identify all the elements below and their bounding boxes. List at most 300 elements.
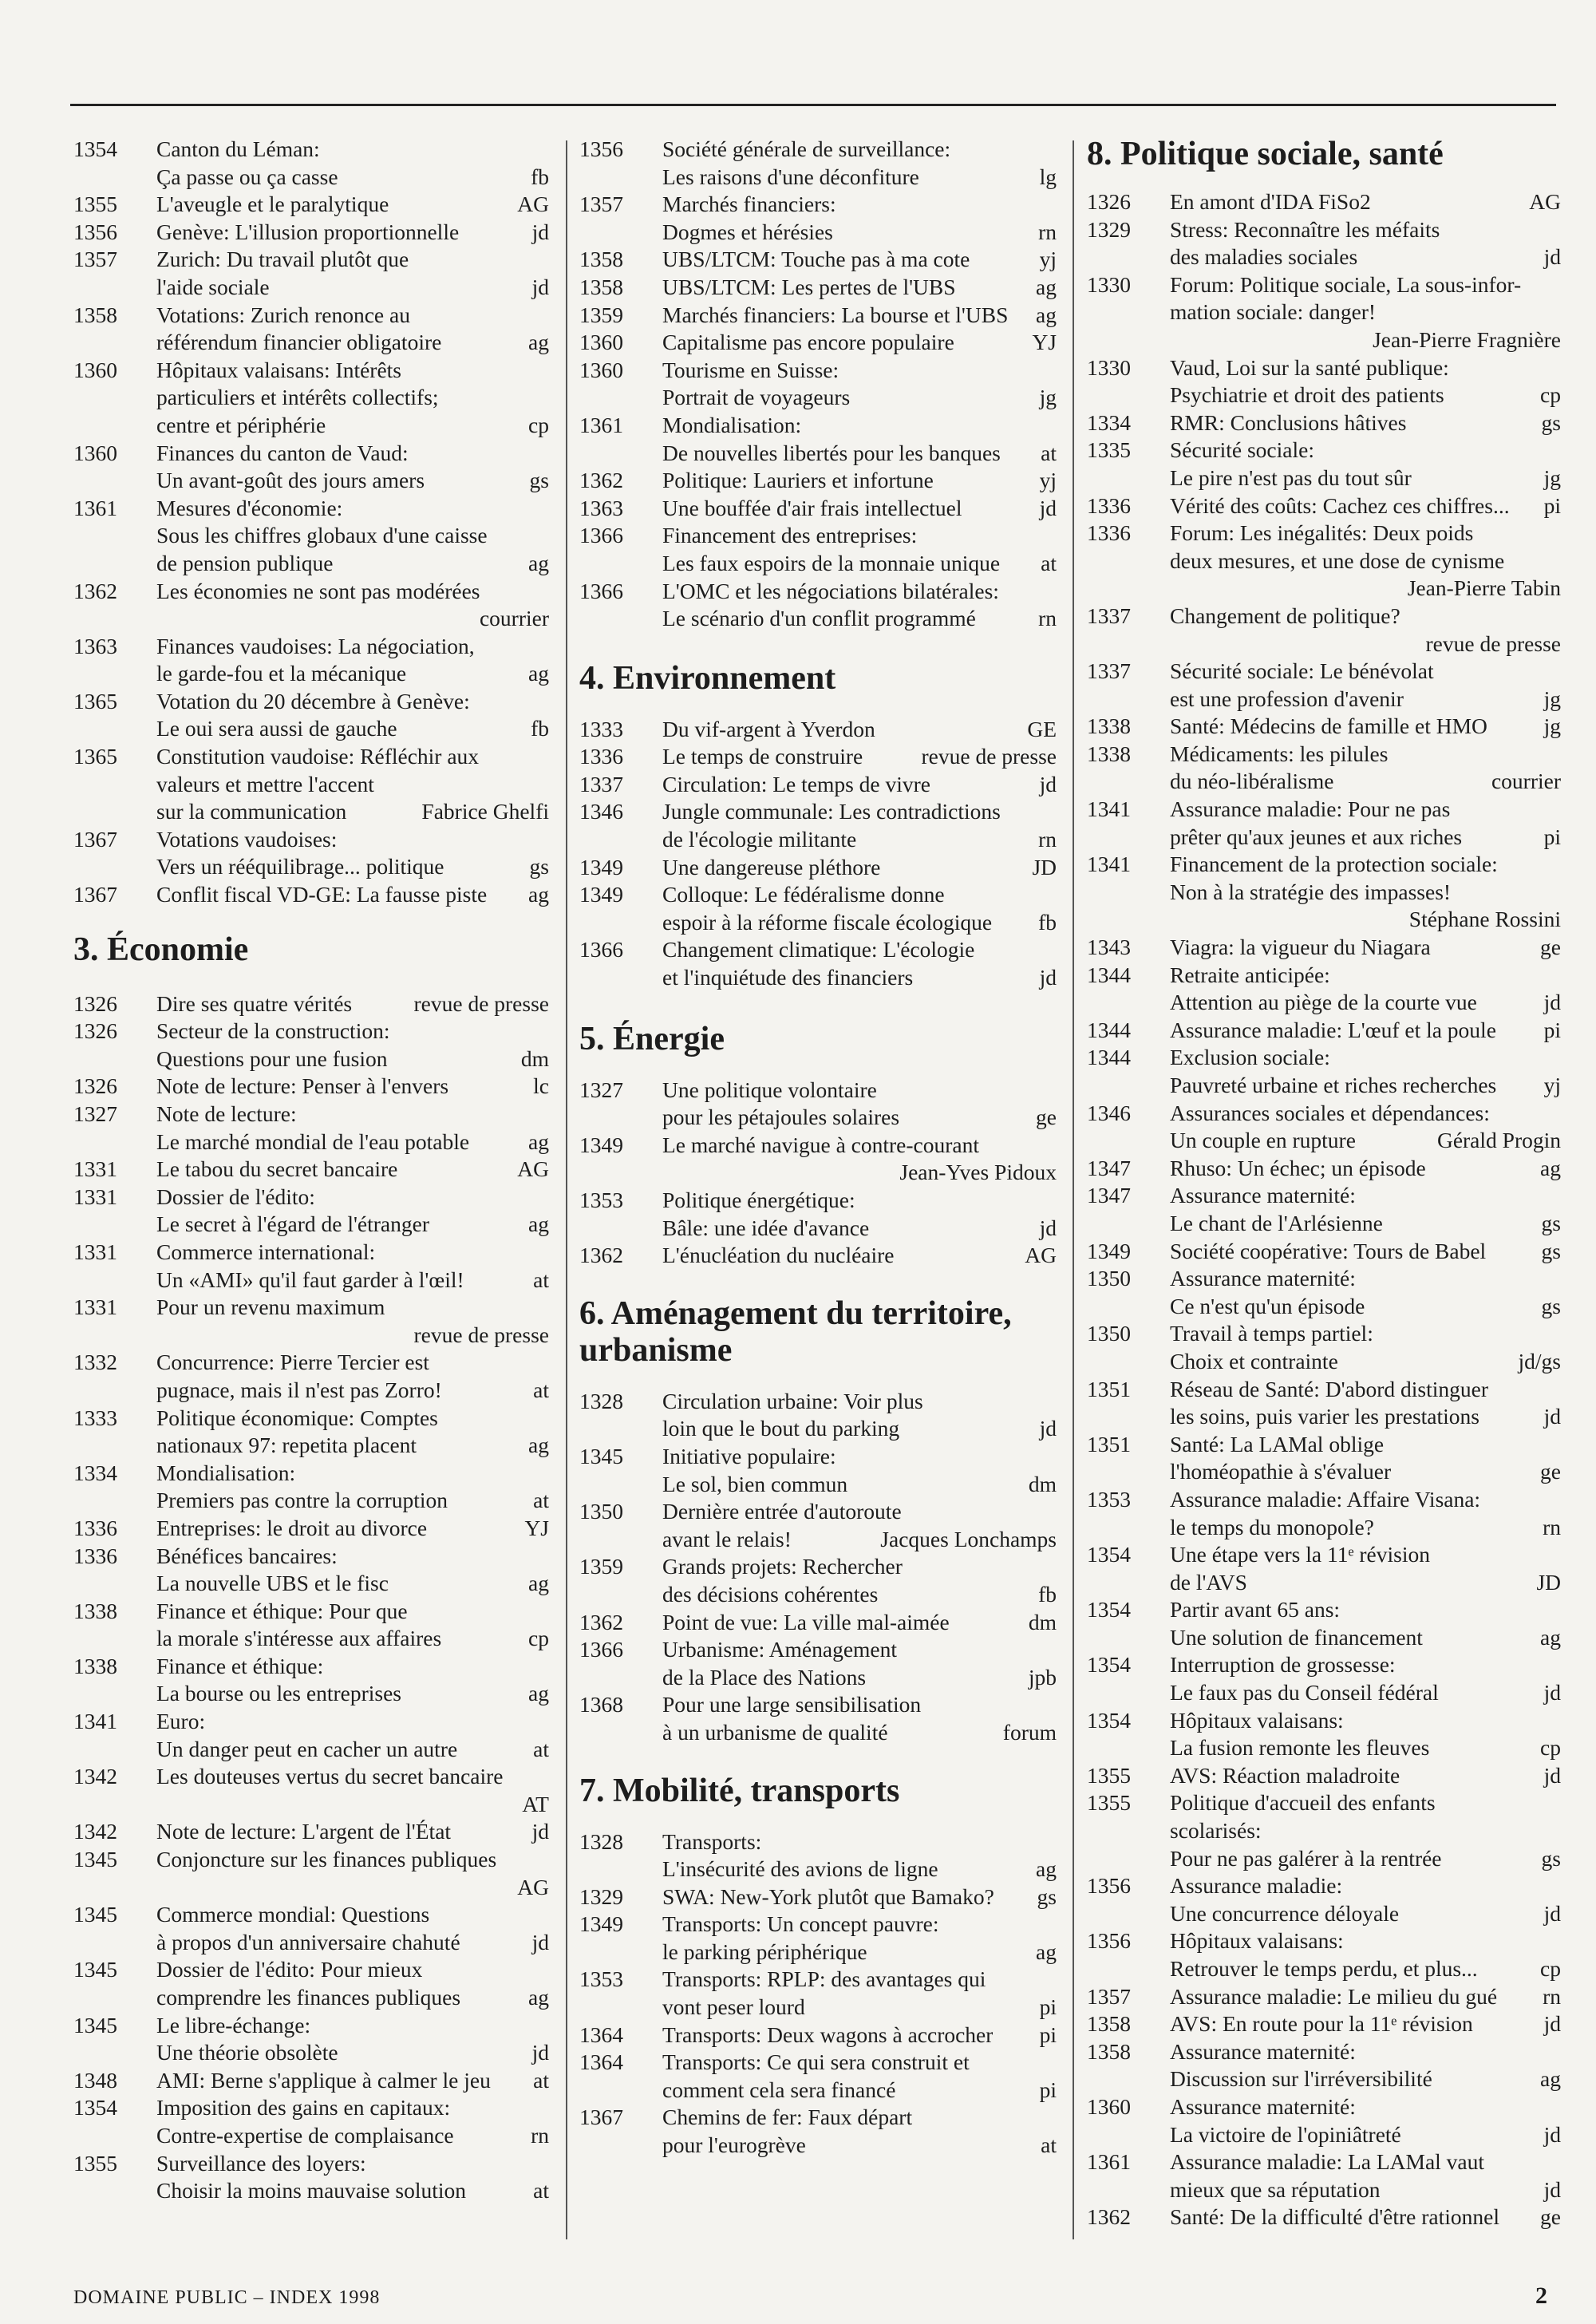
entry-line bbox=[1170, 1514, 1561, 1542]
issue-number: 1351 bbox=[1087, 1431, 1131, 1456]
entry-line bbox=[1170, 1238, 1561, 1266]
entry-line bbox=[1170, 1210, 1561, 1238]
author-initials: at bbox=[533, 1488, 549, 1513]
article-title: Financement des entreprises: bbox=[662, 523, 918, 548]
entry-line bbox=[156, 2067, 549, 2095]
entry-body bbox=[156, 1184, 549, 1239]
entry-line bbox=[1170, 1762, 1561, 1790]
entry-body bbox=[662, 1498, 1057, 1553]
article-title: Le scénario d'un conflit programmé bbox=[662, 606, 976, 631]
article-title: Jungle communale: Les contradictions bbox=[662, 799, 1001, 824]
entry-line bbox=[662, 2022, 1057, 2049]
entry-line bbox=[156, 1736, 549, 1764]
entry-line bbox=[662, 771, 1057, 799]
section-heading: 3. Économie bbox=[73, 931, 249, 968]
article-title: de l'écologie militante bbox=[662, 827, 857, 852]
entry-line bbox=[1170, 1541, 1561, 1569]
article-title: comment cela sera financé bbox=[662, 2077, 896, 2102]
index-entry bbox=[73, 1653, 549, 1708]
article-title: Le temps de construire bbox=[662, 744, 863, 769]
entry-line bbox=[156, 522, 549, 550]
article-title: Pour ne pas galérer à la rentrée bbox=[1170, 1845, 1442, 1871]
entry-body bbox=[156, 1543, 549, 1598]
entry-body bbox=[662, 1883, 1057, 1911]
issue-number: 1342 bbox=[73, 1764, 117, 1789]
issue-number: 1336 bbox=[73, 1515, 117, 1540]
entry-line bbox=[156, 1184, 549, 1211]
article-title: Les faux espoirs de la monnaie unique bbox=[662, 550, 1001, 575]
index-entry bbox=[73, 1901, 549, 1956]
issue-number: 1338 bbox=[1087, 741, 1131, 766]
article-title: Politique énergétique: bbox=[662, 1188, 855, 1212]
issue-number: 1365 bbox=[73, 688, 117, 713]
article-title: mieux que sa réputation bbox=[1170, 2176, 1381, 2202]
footer-title: DOMAINE PUBLIC – INDEX 1998 bbox=[73, 2287, 381, 2308]
author-initials: Jacques Lonchamps bbox=[880, 1526, 1057, 1551]
article-title: Politique économique: Comptes bbox=[156, 1405, 438, 1430]
issue-number: 1356 bbox=[1087, 1928, 1131, 1954]
entry-body bbox=[1170, 1376, 1561, 1431]
index-entry bbox=[1087, 658, 1561, 713]
issue-number: 1346 bbox=[579, 799, 623, 824]
index-entry bbox=[73, 578, 549, 633]
author-initials: ag bbox=[1540, 1624, 1561, 1650]
entry-line bbox=[662, 1159, 1057, 1187]
entry-body bbox=[156, 1073, 549, 1101]
index-entry bbox=[579, 1691, 1057, 1746]
entry-body bbox=[156, 1708, 549, 1763]
index-entry bbox=[579, 716, 1057, 744]
entry-line bbox=[156, 1846, 549, 1874]
entry-body bbox=[1170, 1789, 1561, 1872]
issue-number: 1346 bbox=[1087, 1100, 1131, 1125]
article-title: Euro: bbox=[156, 1709, 206, 1734]
article-title: Portrait de voyageurs bbox=[662, 385, 851, 410]
author-initials: gs bbox=[1541, 1845, 1561, 1871]
entry-body bbox=[1170, 1100, 1561, 1155]
index-entry bbox=[579, 1553, 1057, 1608]
author-initials: revue de presse bbox=[921, 744, 1057, 769]
entry-line bbox=[1170, 1983, 1561, 2011]
entry-line bbox=[1170, 851, 1561, 879]
entry-line bbox=[156, 1128, 549, 1156]
article-title: Bâle: une idée d'avance bbox=[662, 1215, 870, 1240]
article-title: Assurance maladie: bbox=[1170, 1873, 1343, 1899]
entry-line bbox=[662, 1719, 1057, 1747]
entry-body bbox=[156, 1349, 549, 1404]
entry-line bbox=[662, 2077, 1057, 2105]
entry-body bbox=[156, 191, 549, 219]
index-entry bbox=[1087, 962, 1561, 1017]
article-title: à propos d'un anniversaire chahuté bbox=[156, 1929, 460, 1954]
index-entry bbox=[73, 2067, 549, 2095]
author-initials: ag bbox=[528, 1681, 549, 1706]
author-initials: ag bbox=[1540, 1155, 1561, 1180]
index-entry bbox=[73, 1156, 549, 1184]
issue-number: 1337 bbox=[1087, 603, 1131, 628]
entry-line bbox=[662, 1215, 1057, 1243]
author-initials: dm bbox=[1028, 1609, 1057, 1634]
index-entry bbox=[73, 1818, 549, 1846]
entry-body bbox=[156, 1405, 549, 1460]
index-entry bbox=[73, 2012, 549, 2067]
entry-body bbox=[1170, 962, 1561, 1017]
article-title: sur la communication bbox=[156, 799, 347, 824]
article-title: Dossier de l'édito: bbox=[156, 1184, 315, 1209]
index-column-2 bbox=[579, 136, 1057, 2160]
entry-line bbox=[1170, 934, 1561, 962]
issue-number: 1367 bbox=[73, 826, 117, 852]
article-title: Le oui sera aussi de gauche bbox=[156, 716, 397, 741]
issue-number: 1366 bbox=[579, 578, 623, 603]
issue-number: 1349 bbox=[579, 1132, 623, 1157]
entry-line bbox=[662, 1498, 1057, 1526]
article-title: Finances vaudoises: La négociation, bbox=[156, 633, 475, 658]
article-title: Votations vaudoises: bbox=[156, 826, 338, 852]
index-entry bbox=[579, 881, 1057, 936]
author-initials: jd bbox=[531, 1929, 549, 1954]
entry-line bbox=[662, 1883, 1057, 1911]
entry-line bbox=[156, 2150, 549, 2178]
index-entry bbox=[1087, 354, 1561, 409]
entry-body bbox=[156, 1101, 549, 1156]
index-entry bbox=[1087, 2148, 1561, 2203]
article-title: Urbanisme: Aménagement bbox=[662, 1637, 898, 1662]
entry-line bbox=[662, 1636, 1057, 1664]
index-entry bbox=[1087, 216, 1561, 271]
entry-line bbox=[156, 302, 549, 330]
article-title: pour les pétajoules solaires bbox=[662, 1105, 900, 1130]
article-title: Finance et éthique: bbox=[156, 1653, 324, 1678]
author-initials: yj bbox=[1039, 468, 1057, 493]
article-title: Pour une large sensibilisation bbox=[662, 1692, 922, 1717]
article-title: Entreprises: le droit au divorce bbox=[156, 1515, 428, 1540]
entry-body bbox=[1170, 2203, 1561, 2231]
entry-line bbox=[156, 329, 549, 357]
author-initials: Jean-Yves Pidoux bbox=[899, 1160, 1057, 1185]
author-initials: revue de presse bbox=[413, 990, 549, 1016]
entry-body bbox=[662, 743, 1057, 771]
author-initials: jpb bbox=[1028, 1664, 1057, 1690]
entry-line bbox=[1170, 2010, 1561, 2038]
article-title: Travail à temps partiel: bbox=[1170, 1321, 1373, 1346]
entry-line bbox=[1170, 1072, 1561, 1100]
issue-number: 1331 bbox=[73, 1156, 117, 1182]
entry-body bbox=[662, 1553, 1057, 1608]
entry-line bbox=[156, 412, 549, 440]
index-entry bbox=[579, 1187, 1057, 1242]
author-initials: AG bbox=[517, 192, 549, 217]
author-initials: jd bbox=[1543, 1680, 1561, 1705]
entry-body bbox=[1170, 188, 1561, 216]
entry-line bbox=[156, 1515, 549, 1543]
entry-line bbox=[156, 1901, 549, 1929]
entry-line bbox=[1170, 1734, 1561, 1762]
author-initials: jd bbox=[1039, 965, 1057, 990]
author-initials: cp bbox=[528, 412, 549, 437]
entry-body bbox=[662, 716, 1057, 744]
article-title: Médicaments: les pilules bbox=[1170, 741, 1389, 766]
index-entry bbox=[1087, 492, 1561, 520]
entry-body bbox=[662, 467, 1057, 495]
issue-number: 1354 bbox=[1087, 1597, 1131, 1622]
article-title: Note de lecture: bbox=[156, 1101, 297, 1126]
issue-number: 1362 bbox=[579, 1243, 623, 1268]
author-initials: courrier bbox=[479, 606, 549, 631]
entry-line bbox=[662, 164, 1057, 192]
issue-number: 1330 bbox=[1087, 354, 1131, 380]
entry-body bbox=[662, 1911, 1057, 1966]
index-entry bbox=[73, 1018, 549, 1073]
entry-body bbox=[1170, 658, 1561, 713]
article-title: Assurance maladie: Pour ne pas bbox=[1170, 796, 1451, 822]
index-entry bbox=[73, 1515, 549, 1543]
entry-line bbox=[1170, 989, 1561, 1017]
section-heading: 7. Mobilité, transports bbox=[579, 1772, 900, 1809]
issue-number: 1365 bbox=[73, 744, 117, 769]
entry-line bbox=[662, 467, 1057, 495]
issue-number: 1336 bbox=[73, 1543, 117, 1568]
issue-number: 1366 bbox=[579, 523, 623, 548]
entry-line bbox=[662, 246, 1057, 274]
article-title: le garde-fou et la mécanique bbox=[156, 661, 407, 686]
issue-number: 1347 bbox=[1087, 1155, 1131, 1180]
index-entry bbox=[73, 1846, 549, 1901]
entry-line bbox=[662, 1415, 1057, 1443]
author-initials: jd bbox=[1543, 2121, 1561, 2147]
index-entry bbox=[1087, 520, 1561, 603]
author-initials: ag bbox=[528, 550, 549, 575]
article-title: Réseau de Santé: D'abord distinguer bbox=[1170, 1376, 1489, 1401]
entry-line bbox=[1170, 1376, 1561, 1404]
entry-line bbox=[156, 1267, 549, 1294]
entry-body bbox=[662, 1636, 1057, 1691]
entry-line bbox=[662, 1388, 1057, 1416]
entry-line bbox=[1170, 1651, 1561, 1679]
issue-number: 1344 bbox=[1087, 1017, 1131, 1042]
article-title: Transports: RPLP: des avantages qui bbox=[662, 1966, 986, 1992]
entry-body bbox=[1170, 1596, 1561, 1651]
entry-body bbox=[662, 2104, 1057, 2159]
article-title: la morale s'intéresse aux affaires bbox=[156, 1626, 442, 1651]
article-title: Un couple en rupture bbox=[1170, 1128, 1356, 1153]
entry-line bbox=[156, 1156, 549, 1184]
issue-number: 1336 bbox=[579, 744, 623, 769]
index-entry bbox=[1087, 2203, 1561, 2231]
author-initials: at bbox=[533, 1267, 549, 1292]
entry-body bbox=[1170, 851, 1561, 934]
issue-number: 1367 bbox=[73, 882, 117, 907]
issue-number: 1354 bbox=[73, 2095, 117, 2120]
article-title: Note de lecture: L'argent de l'État bbox=[156, 1819, 452, 1844]
entry-line bbox=[156, 1432, 549, 1460]
entry-line bbox=[1170, 906, 1561, 934]
article-title: Une dangereuse pléthore bbox=[662, 854, 881, 879]
issue-number: 1338 bbox=[73, 1598, 117, 1623]
section-heading: 6. Aménagement du territoire, urbanisme bbox=[579, 1294, 1012, 1369]
article-title: Genève: L'illusion proportionnelle bbox=[156, 219, 460, 244]
entry-body bbox=[156, 1956, 549, 2011]
index-entry bbox=[73, 1073, 549, 1101]
entry-body bbox=[156, 990, 549, 1018]
author-initials: at bbox=[1041, 550, 1057, 575]
index-entry bbox=[73, 826, 549, 881]
issue-number: 1337 bbox=[1087, 658, 1131, 684]
article-title: L'insécurité des avions de ligne bbox=[662, 1856, 938, 1882]
entry-line bbox=[662, 936, 1057, 964]
author-initials: ag bbox=[1540, 2066, 1561, 2092]
article-title: Un «AMI» qu'il faut garder à l'œil! bbox=[156, 1267, 464, 1292]
article-title: valeurs et mettre l'accent bbox=[156, 771, 374, 796]
index-entry bbox=[73, 633, 549, 688]
index-entry bbox=[73, 246, 549, 301]
issue-number: 1337 bbox=[579, 771, 623, 796]
entry-line bbox=[156, 1653, 549, 1681]
issue-number: 1353 bbox=[1087, 1486, 1131, 1512]
author-initials: ag bbox=[528, 882, 549, 907]
author-initials: ag bbox=[528, 1433, 549, 1458]
entry-line bbox=[662, 495, 1057, 523]
index-entry bbox=[73, 2150, 549, 2205]
issue-number: 1357 bbox=[1087, 1983, 1131, 2009]
entry-line bbox=[1170, 1679, 1561, 1707]
entry-line bbox=[156, 1984, 549, 2012]
entry-line bbox=[1170, 1927, 1561, 1955]
article-title: particuliers et intérêts collectifs; bbox=[156, 385, 439, 410]
issue-number: 1361 bbox=[73, 495, 117, 520]
author-initials: jd bbox=[1039, 771, 1057, 796]
index-entry bbox=[579, 246, 1057, 274]
author-initials: jd bbox=[1543, 244, 1561, 270]
index-entry bbox=[73, 1543, 549, 1598]
article-title: et l'inquiétude des financiers bbox=[662, 965, 914, 990]
entry-body bbox=[1170, 1927, 1561, 1982]
issue-number: 1349 bbox=[579, 854, 623, 879]
index-entry bbox=[73, 688, 549, 743]
entry-line bbox=[662, 550, 1057, 578]
issue-number: 1354 bbox=[1087, 1542, 1131, 1567]
entry-body bbox=[662, 302, 1057, 330]
author-initials: AT bbox=[522, 1791, 549, 1816]
entry-line bbox=[156, 440, 549, 468]
entry-body bbox=[1170, 603, 1561, 658]
entry-body bbox=[156, 1653, 549, 1708]
article-title: Changement climatique: L'écologie bbox=[662, 937, 975, 962]
issue-number: 1338 bbox=[73, 1653, 117, 1678]
author-initials: lc bbox=[533, 1073, 549, 1099]
entry-line bbox=[1170, 2038, 1561, 2066]
author-initials: fb bbox=[1038, 909, 1057, 935]
issue-number: 1362 bbox=[73, 578, 117, 603]
entry-body bbox=[662, 936, 1057, 991]
entry-line bbox=[1170, 1155, 1561, 1183]
entry-line bbox=[1170, 879, 1561, 907]
article-title: Interruption de grossesse: bbox=[1170, 1652, 1396, 1678]
entry-line bbox=[662, 1609, 1057, 1637]
index-entry bbox=[1087, 437, 1561, 492]
index-entry bbox=[73, 1956, 549, 2011]
entry-body bbox=[1170, 2093, 1561, 2148]
issue-number: 1356 bbox=[1087, 1873, 1131, 1899]
author-initials: jg bbox=[1543, 464, 1561, 490]
article-title: scolarisés: bbox=[1170, 1818, 1262, 1844]
entry-body bbox=[662, 1966, 1057, 2021]
index-entry bbox=[73, 990, 549, 1018]
index-entry bbox=[579, 798, 1057, 853]
author-initials: ag bbox=[1036, 302, 1057, 327]
index-entry bbox=[579, 191, 1057, 246]
author-initials: Stéphane Rossini bbox=[1408, 907, 1561, 932]
author-initials: ag bbox=[1036, 1856, 1057, 1882]
issue-number: 1327 bbox=[73, 1101, 117, 1126]
author-initials: pi bbox=[1039, 2022, 1057, 2047]
entry-line bbox=[156, 1045, 549, 1073]
entry-line bbox=[156, 2177, 549, 2205]
entry-line bbox=[662, 191, 1057, 219]
author-initials: rn bbox=[1038, 827, 1057, 852]
entry-line bbox=[662, 1691, 1057, 1719]
entry-line bbox=[1170, 1955, 1561, 1983]
entry-line bbox=[156, 881, 549, 909]
entry-line bbox=[662, 909, 1057, 937]
author-initials: ag bbox=[1036, 1939, 1057, 1964]
article-title: pugnace, mais il n'est pas Zorro! bbox=[156, 1377, 442, 1402]
article-title: L'OMC et les négociations bilatérales: bbox=[662, 578, 999, 603]
author-initials: Fabrice Ghelfi bbox=[421, 799, 549, 824]
entry-line bbox=[1170, 1458, 1561, 1486]
index-entry bbox=[579, 1883, 1057, 1911]
entry-line bbox=[156, 633, 549, 661]
entry-body bbox=[662, 522, 1057, 577]
article-title: mation sociale: danger! bbox=[1170, 299, 1377, 325]
entry-line bbox=[1170, 2203, 1561, 2231]
issue-number: 1349 bbox=[1087, 1238, 1131, 1263]
entry-body bbox=[662, 1443, 1057, 1498]
entry-body bbox=[1170, 2038, 1561, 2093]
entry-line bbox=[1170, 1845, 1561, 1873]
article-title: La nouvelle UBS et le fisc bbox=[156, 1571, 389, 1596]
entry-line bbox=[156, 2039, 549, 2067]
entry-body bbox=[662, 578, 1057, 633]
entry-line bbox=[156, 1708, 549, 1736]
entry-line bbox=[156, 1211, 549, 1239]
entry-line bbox=[662, 522, 1057, 550]
article-title: Finance et éthique: Pour que bbox=[156, 1598, 408, 1623]
article-title: Le faux pas du Conseil fédéral bbox=[1170, 1680, 1439, 1705]
entry-line bbox=[1170, 796, 1561, 824]
entry-line bbox=[1170, 1100, 1561, 1128]
entry-line bbox=[1170, 962, 1561, 990]
entry-line bbox=[1170, 658, 1561, 686]
article-title: Circulation: Le temps de vivre bbox=[662, 771, 931, 796]
top-rule bbox=[70, 104, 1556, 106]
article-title: Le marché navigue à contre-courant bbox=[662, 1132, 980, 1157]
entry-line bbox=[1170, 2148, 1561, 2176]
issue-number: 1360 bbox=[579, 357, 623, 382]
entry-body bbox=[156, 2012, 549, 2067]
index-column-1 bbox=[73, 136, 549, 2205]
entry-line bbox=[1170, 1872, 1561, 1900]
author-initials: gs bbox=[1037, 1883, 1057, 1909]
entry-line bbox=[156, 246, 549, 274]
entry-line bbox=[1170, 2065, 1561, 2093]
entry-line bbox=[156, 771, 549, 799]
entry-line bbox=[1170, 2176, 1561, 2204]
issue-number: 1358 bbox=[73, 302, 117, 327]
entry-line bbox=[156, 136, 549, 164]
entry-body bbox=[662, 854, 1057, 882]
author-initials: fb bbox=[531, 164, 549, 189]
